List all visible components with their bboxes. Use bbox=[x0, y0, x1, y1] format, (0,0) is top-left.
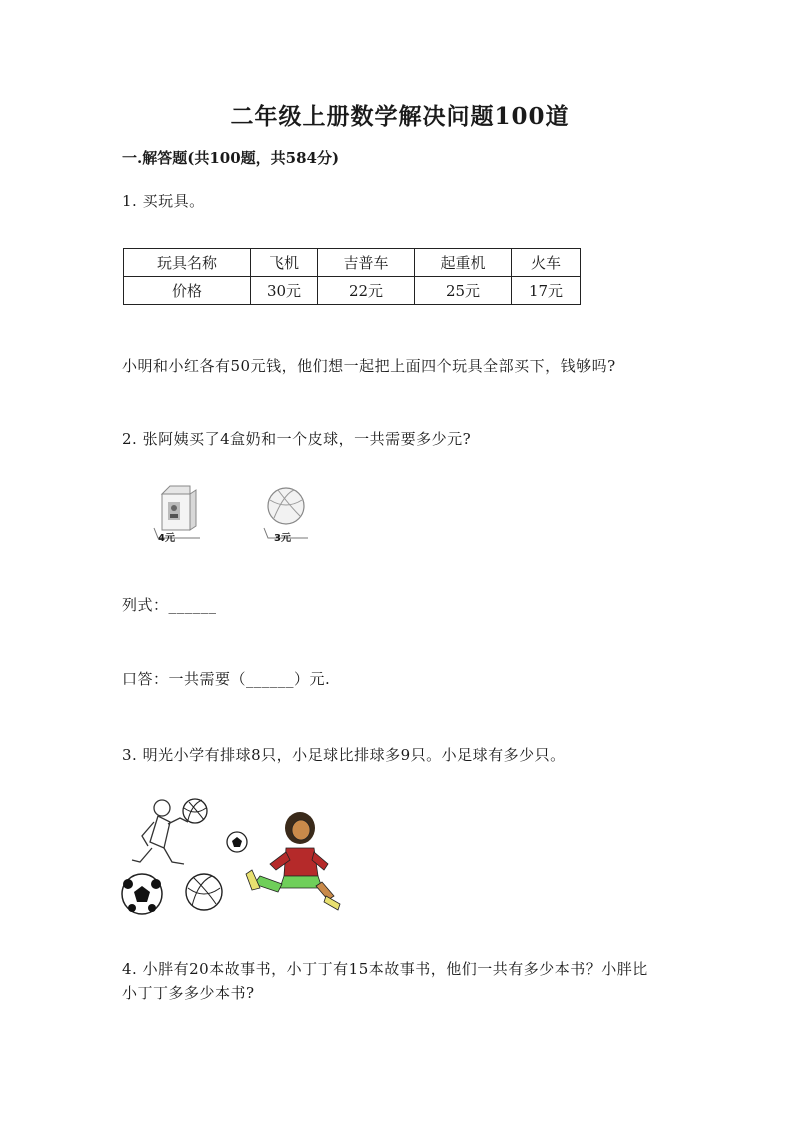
q2-prompt: 2. 张阿姨买了4盒奶和一个皮球，一共需要多少元? bbox=[122, 430, 472, 448]
table-header-cell: 飞机 bbox=[251, 249, 318, 277]
q2-answer-line: 口答：一共需要（______）元. bbox=[122, 670, 331, 688]
table-cell: 22元 bbox=[318, 277, 415, 305]
table-cell: 17元 bbox=[512, 277, 581, 305]
q2-formula-line: 列式：______ bbox=[122, 596, 217, 614]
q3-prompt: 3. 明光小学有排球8只，小足球比排球多9只。小足球有多少只。 bbox=[122, 746, 566, 764]
table-header-cell: 吉普车 bbox=[318, 249, 415, 277]
page-title: 二年级上册数学解决问题100道 bbox=[230, 103, 570, 130]
milk-price-label: 4元 bbox=[158, 533, 175, 544]
q4-line2: 小丁丁多多少本书? bbox=[122, 984, 255, 1002]
table-cell: 价格 bbox=[124, 277, 251, 305]
big-soccer-ball bbox=[122, 874, 162, 914]
toy-price-table bbox=[123, 248, 581, 305]
table-row bbox=[124, 277, 581, 305]
volleyball-bottom bbox=[186, 874, 222, 910]
girl-kicking-figure bbox=[246, 812, 340, 910]
table-row bbox=[124, 249, 581, 277]
boy-figure bbox=[132, 800, 188, 864]
table-header-cell: 起重机 bbox=[415, 249, 512, 277]
table-header-cell: 火车 bbox=[512, 249, 581, 277]
table-cell: 30元 bbox=[251, 277, 318, 305]
balls-and-kids-image bbox=[118, 792, 348, 922]
small-soccer-ball bbox=[227, 832, 247, 852]
table-header-cell: 玩具名称 bbox=[124, 249, 251, 277]
milk-carton-image bbox=[148, 484, 208, 546]
q1-question: 小明和小红各有50元钱，他们想一起把上面四个玩具全部买下，钱够吗? bbox=[122, 357, 616, 375]
table-cell: 25元 bbox=[415, 277, 512, 305]
section-heading: 一.解答题(共100题，共584分) bbox=[122, 149, 340, 167]
q4-line1: 4. 小胖有20本故事书，小丁丁有15本故事书，他们一共有多少本书？小胖比 bbox=[122, 960, 648, 978]
q1-prompt: 1. 买玩具。 bbox=[122, 192, 205, 210]
ball-price-label: 3元 bbox=[274, 533, 291, 544]
volleyball-top bbox=[183, 799, 207, 823]
